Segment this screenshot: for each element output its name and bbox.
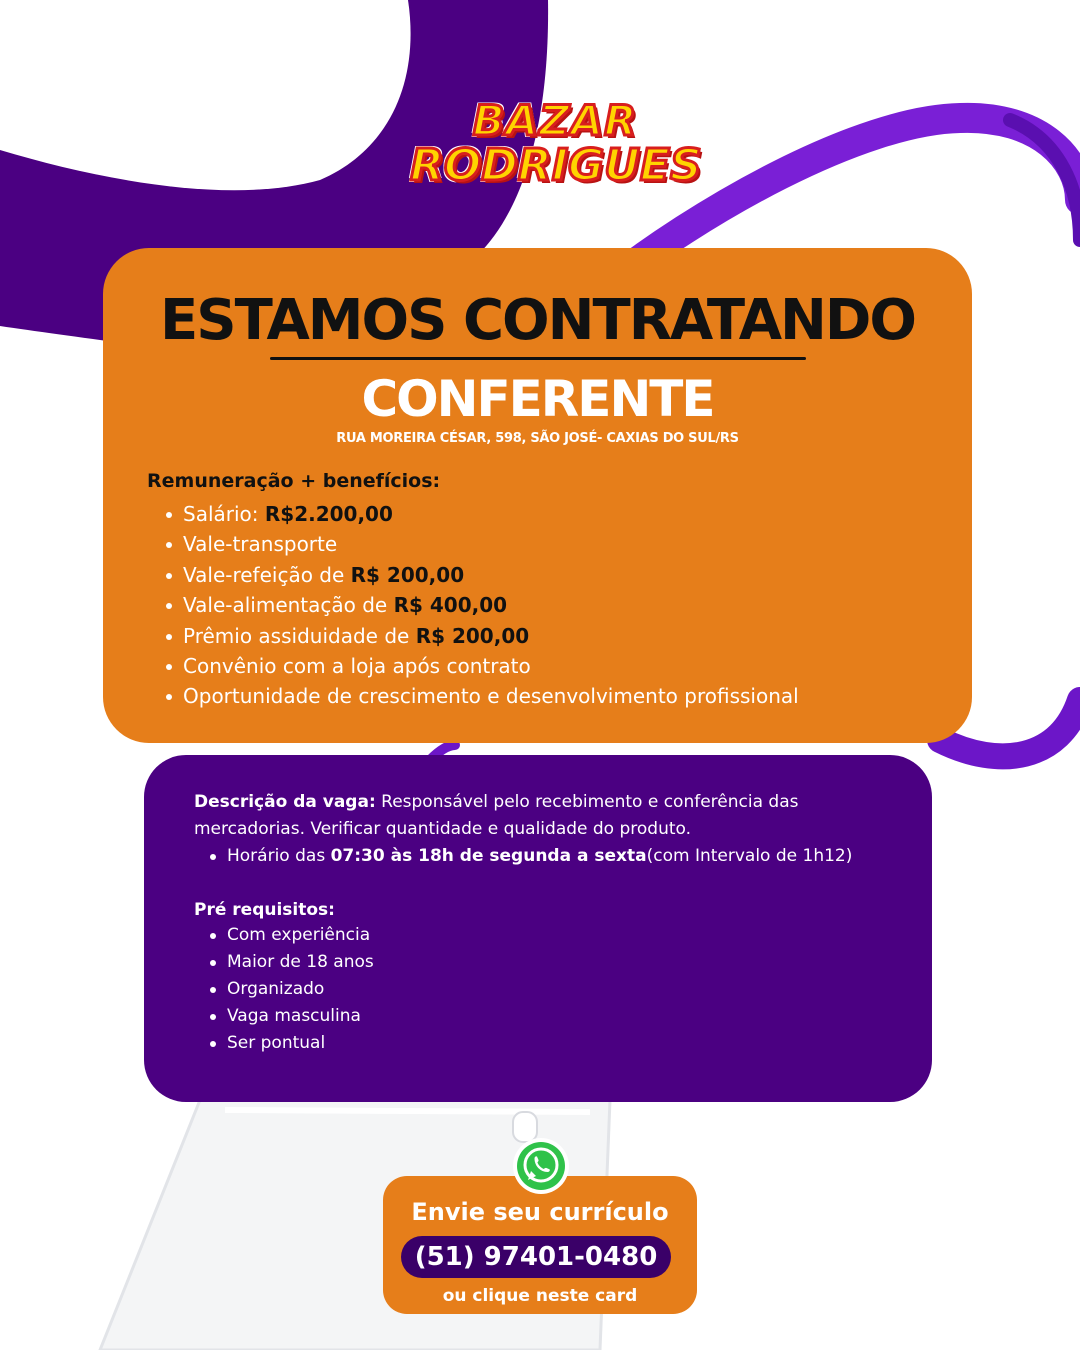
benefit-item: Salário: R$2.200,00 bbox=[183, 499, 799, 529]
phone-number[interactable]: (51) 97401-0480 bbox=[401, 1236, 671, 1278]
benefit-item: Oportunidade de crescimento e desenvolvimento profissional bbox=[183, 681, 799, 711]
ring-inner-white bbox=[0, 0, 411, 190]
logo-line-rodrigues: RODRIGUES bbox=[410, 140, 702, 191]
requirements-title: Pré requisitos: bbox=[194, 900, 335, 920]
logo-line-bazar: BAZAR bbox=[472, 96, 638, 145]
benefits-title: Remuneração + benefícios: bbox=[147, 470, 441, 492]
benefits-card bbox=[103, 248, 972, 743]
schedule-list bbox=[227, 843, 852, 870]
cta-title: Envie seu currículo bbox=[411, 1198, 669, 1226]
benefit-item: Prêmio assiduidade de R$ 200,00 bbox=[183, 621, 799, 651]
send-resume-card[interactable] bbox=[383, 1176, 697, 1314]
whatsapp-icon[interactable] bbox=[513, 1138, 569, 1194]
requirement-item: Organizado bbox=[227, 976, 374, 1003]
benefit-item: Vale-refeição de R$ 200,00 bbox=[183, 560, 799, 590]
benefit-item: Vale-transporte bbox=[183, 529, 799, 559]
cta-subtitle: ou clique neste card bbox=[442, 1286, 638, 1306]
headline: ESTAMOS CONTRATANDO bbox=[160, 288, 915, 353]
requirement-item: Com experiência bbox=[227, 922, 374, 949]
job-description-card bbox=[144, 755, 932, 1102]
benefit-item: Vale-alimentação de R$ 400,00 bbox=[183, 590, 799, 620]
whatsapp-glyph bbox=[513, 1138, 569, 1194]
benefits-list bbox=[183, 499, 799, 712]
requirement-item: Vaga masculina bbox=[227, 1003, 374, 1030]
job-description bbox=[194, 789, 894, 843]
benefit-item: Convênio com a loja após contrato bbox=[183, 651, 799, 681]
schedule-item: Horário das 07:30 às 18h de segunda a sexta(com Intervalo de 1h12) bbox=[227, 843, 852, 870]
bazar-rodrigues-logo bbox=[410, 96, 702, 210]
job-description-text: Responsável pelo recebimento e conferência das mercadorias. Verificar quantidade e qualidade do produto. bbox=[194, 792, 799, 839]
store-address: RUA MOREIRA CÉSAR, 598, SÃO JOSÉ- CAXIAS DO SUL/RS bbox=[336, 431, 739, 446]
headline-underline bbox=[270, 357, 806, 360]
requirements-list bbox=[227, 922, 374, 1057]
job-description-label: Descrição da vaga: bbox=[194, 792, 376, 812]
requirement-item: Ser pontual bbox=[227, 1030, 374, 1057]
requirement-item: Maior de 18 anos bbox=[227, 949, 374, 976]
position-title: CONFERENTE bbox=[361, 370, 714, 428]
